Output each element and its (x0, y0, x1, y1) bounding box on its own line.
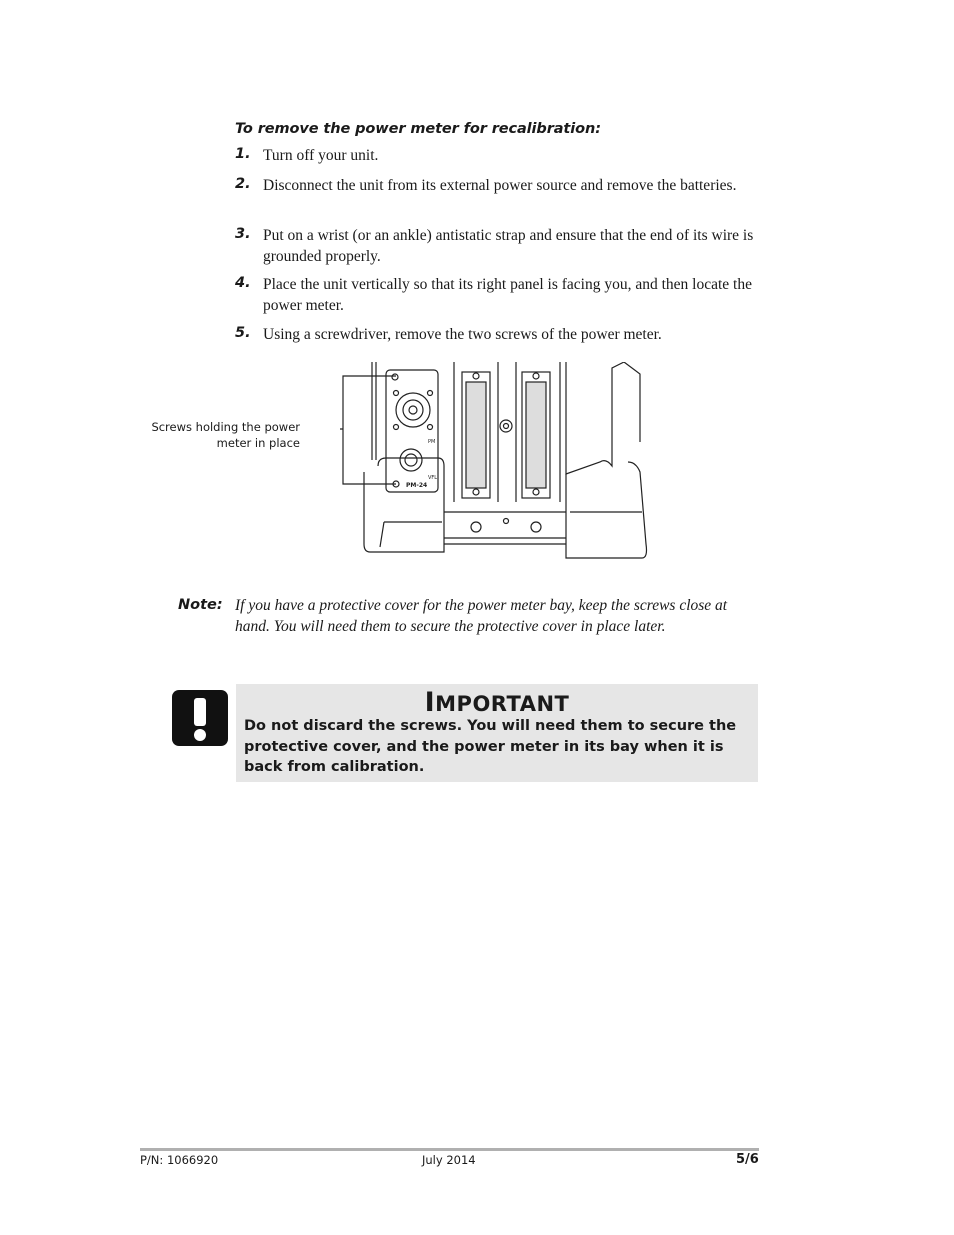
procedure-heading: To remove the power meter for recalibration: (235, 121, 601, 137)
screw-top-icon (392, 374, 398, 380)
module-label: PM-24 (406, 482, 428, 489)
step-text: Turn off your unit. (263, 147, 379, 164)
port-label-vfl: VFL (428, 475, 438, 481)
step-number: 2. (235, 176, 251, 192)
important-title (236, 687, 758, 718)
footer-rule (140, 1148, 759, 1151)
footer-page-number: 5/6 (736, 1152, 759, 1167)
note-label: Note: (178, 597, 223, 613)
note-text: If you have a protective cover for the power meter bay, keep the screws close at hand. You will need them to secure the protective cover in place later. (235, 597, 728, 635)
important-title-initial: I (424, 687, 436, 718)
port-label-pm: PM (428, 439, 436, 445)
step-2 (235, 176, 755, 197)
important-box (236, 684, 758, 782)
optical-port-icon (396, 393, 430, 427)
step-4 (235, 275, 755, 316)
step-number: 4. (235, 275, 251, 291)
power-meter-diagram (340, 362, 650, 564)
step-number: 5. (235, 325, 251, 341)
important-text: Do not discard the screws. You will need them to secure the protective cover, and the power meter in its bay when it is back from calibration. (244, 718, 737, 775)
step-3 (235, 226, 755, 267)
footer-part-number: P/N: 1066920 (140, 1153, 219, 1167)
step-5 (235, 325, 755, 346)
callout-line-1: Screws holding the power (151, 420, 300, 434)
step-number: 3. (235, 226, 251, 242)
step-1 (235, 146, 755, 167)
step-number: 1. (235, 146, 251, 162)
step-text: Place the unit vertically so that its right panel is facing you, and then locate the power meter. (263, 276, 752, 314)
step-text: Disconnect the unit from its external power source and remove the batteries. (263, 177, 737, 194)
step-text: Put on a wrist (or an ankle) antistatic strap and ensure that the end of its wire is grounded properly. (263, 227, 754, 265)
important-title-rest: MPORTANT (435, 692, 570, 716)
figure-callout (110, 420, 300, 451)
step-text: Using a screwdriver, remove the two screws of the power meter. (263, 326, 662, 343)
vfl-port-icon (400, 449, 422, 471)
callout-line-2: meter in place (216, 435, 300, 450)
footer-date: July 2014 (422, 1153, 476, 1167)
exclamation-icon (172, 690, 228, 746)
